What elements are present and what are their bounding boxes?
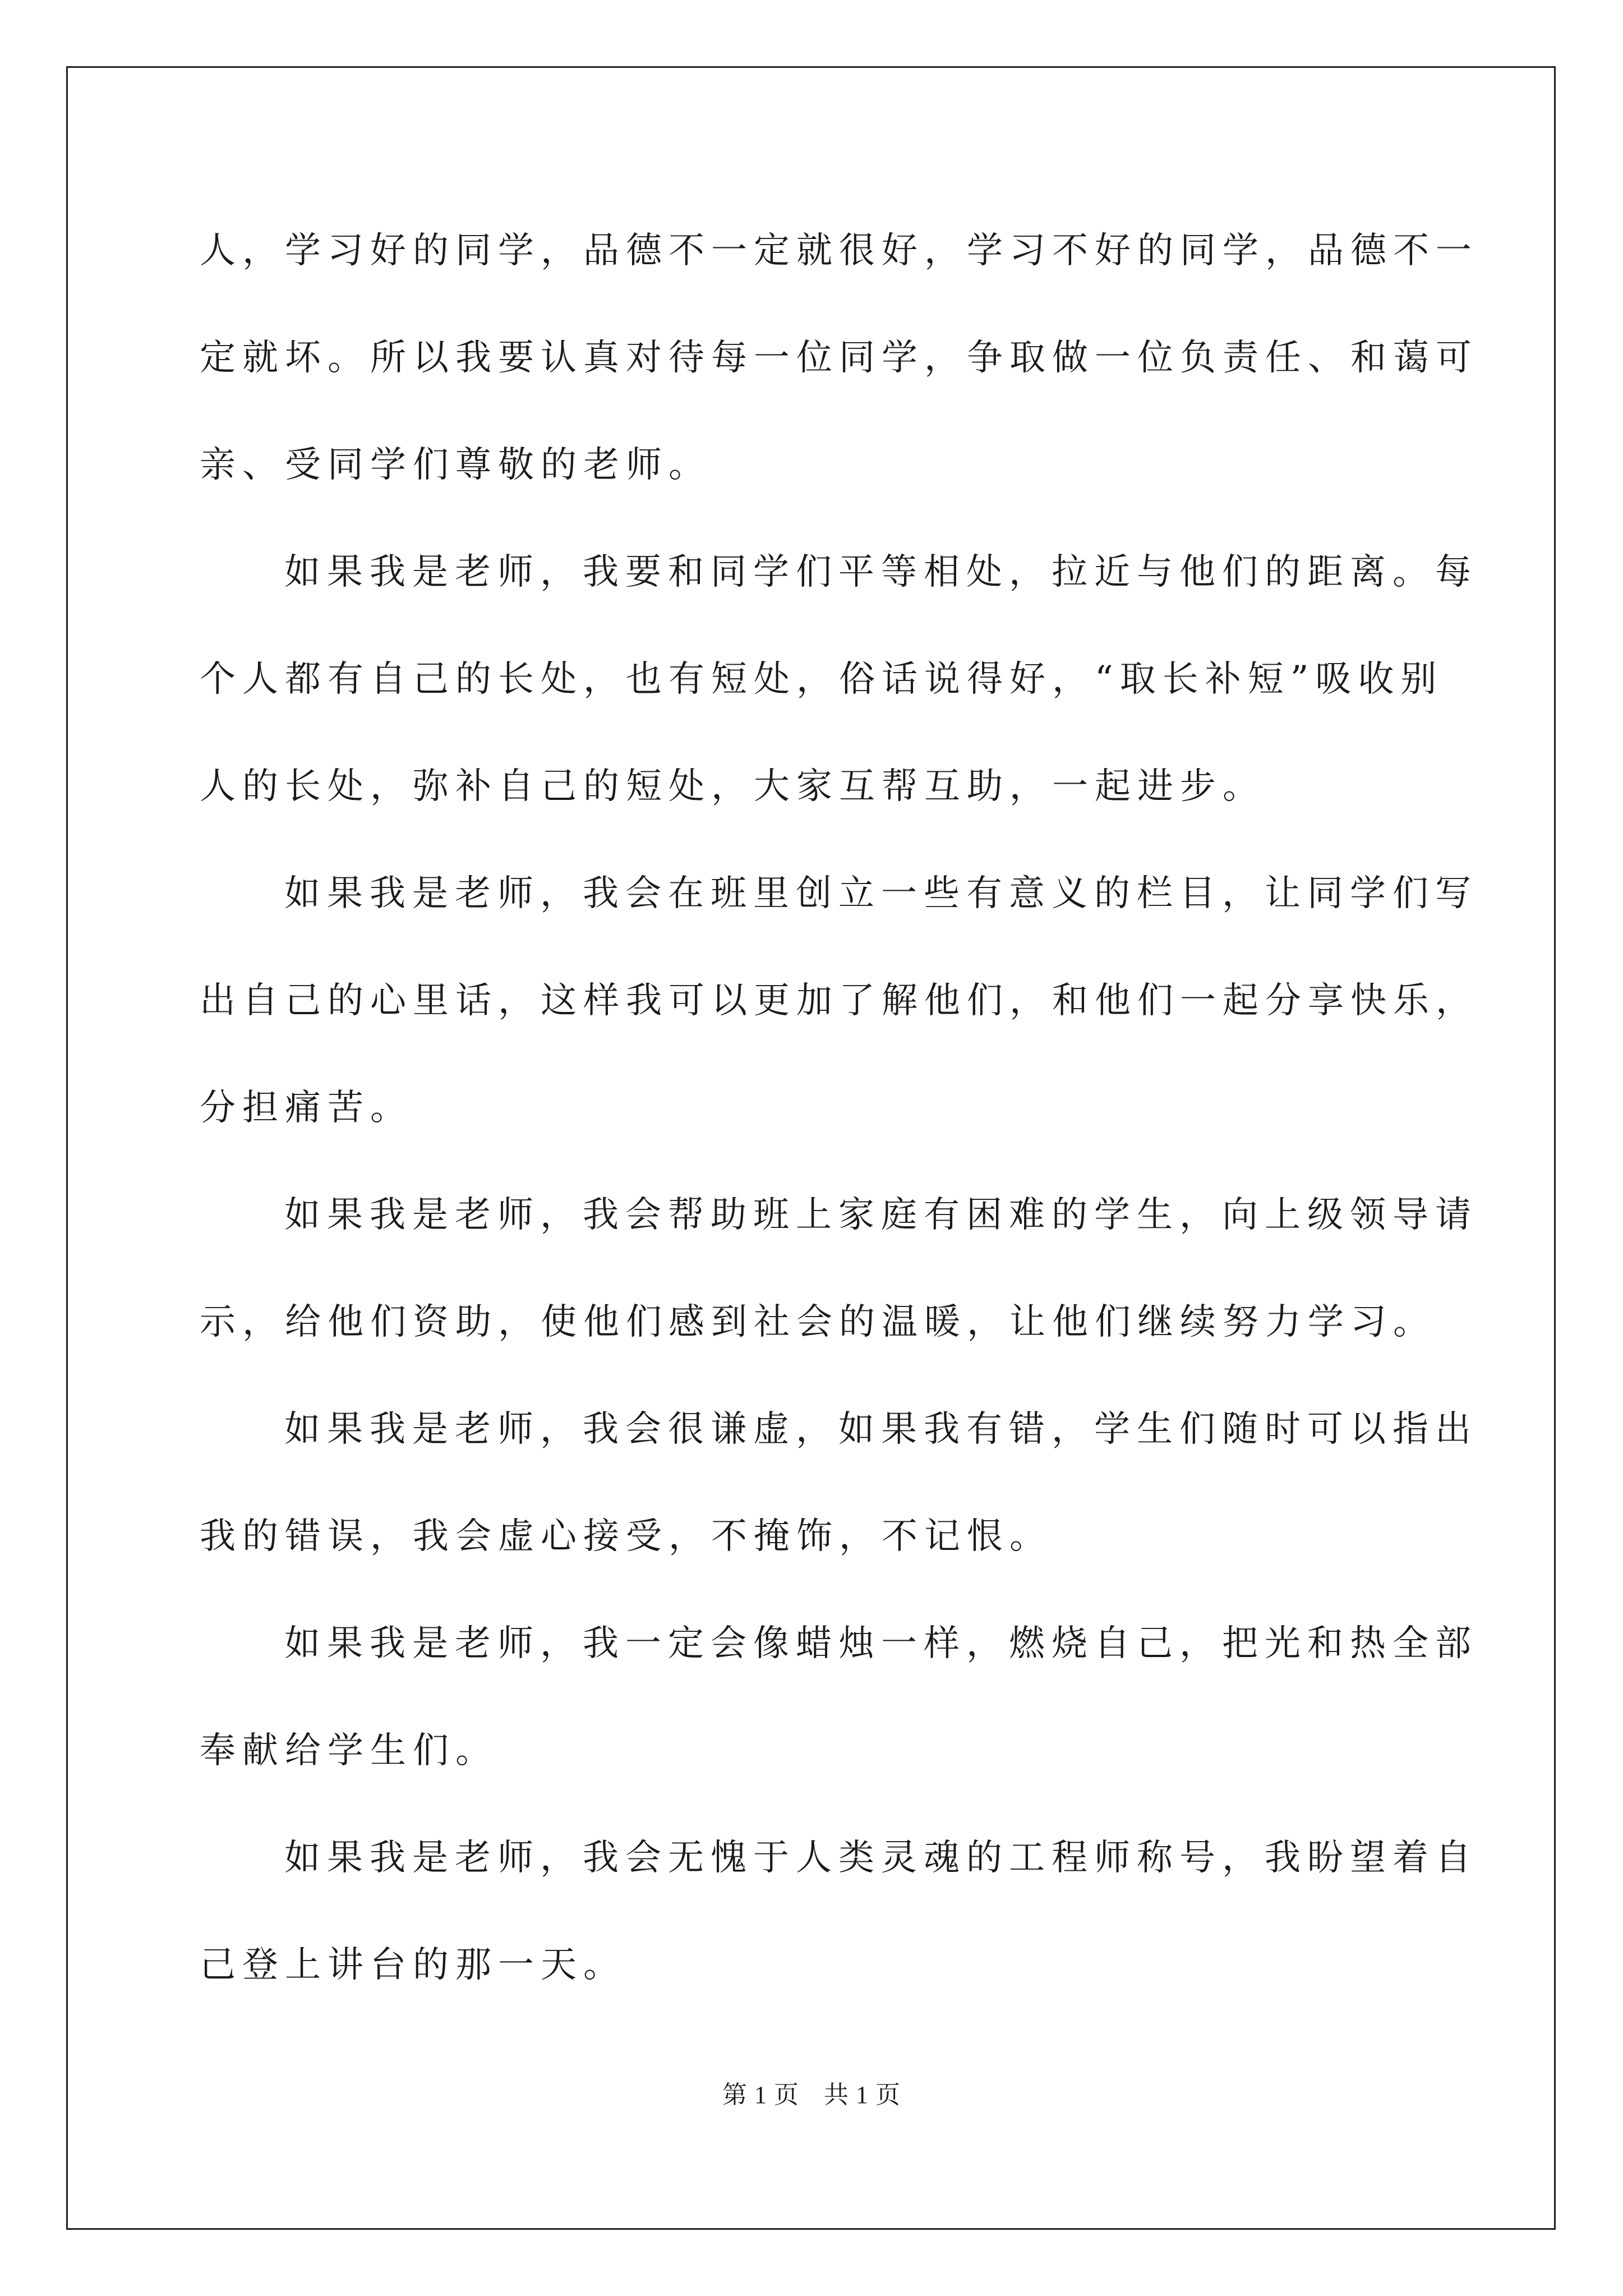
text-line: 人，学习好的同学，品德不一定就很好，学习不好的同学，品德不一	[200, 230, 1478, 272]
text-line: 示，给他们资助，使他们感到社会的温暖，让他们继续努力学习。	[200, 1301, 1436, 1343]
text-line: 亲、受同学们尊敬的老师。	[200, 444, 711, 486]
text-line: 分担痛苦。	[200, 1087, 413, 1129]
text-line: 个人都有自己的长处，也有短处，俗话说得好，“取长补短”吸收别	[200, 659, 1444, 700]
text-line: 人的长处，弥补自己的短处，大家互帮互助，一起进步。	[200, 766, 1265, 807]
text-line: 奉献给学生们。	[200, 1730, 498, 1772]
paragraph-first-line: 如果我是老师，我会很谦虚，如果我有错，学生们随时可以指出	[284, 1409, 1478, 1450]
text-line: 定就坏。所以我要认真对待每一位同学，争取做一位负责任、和蔼可	[200, 337, 1478, 379]
paragraph-first-line: 如果我是老师，我会无愧于人类灵魂的工程师称号，我盼望着自	[284, 1837, 1478, 1879]
paragraph-first-line: 如果我是老师，我要和同学们平等相处，拉近与他们的距离。每	[284, 551, 1478, 593]
paragraph-first-line: 如果我是老师，我会帮助班上家庭有困难的学生，向上级领导请	[284, 1194, 1478, 1236]
page-number-total: 共 1 页	[824, 2081, 901, 2109]
page-number-current: 第 1 页	[722, 2081, 799, 2109]
paragraph-first-line: 如果我是老师，我一定会像蜡烛一样，燃烧自己，把光和热全部	[284, 1623, 1478, 1664]
page-footer	[0, 2078, 1623, 2112]
text-line: 我的错误，我会虚心接受，不掩饰，不记恨。	[200, 1516, 1052, 1557]
text-line: 己登上讲台的那一天。	[200, 1944, 626, 1986]
document-body	[200, 197, 1478, 2019]
paragraph-first-line: 如果我是老师，我会在班里创立一些有意义的栏目，让同学们写	[284, 873, 1478, 914]
text-line: 出自己的心里话，这样我可以更加了解他们，和他们一起分享快乐，	[200, 980, 1478, 1022]
